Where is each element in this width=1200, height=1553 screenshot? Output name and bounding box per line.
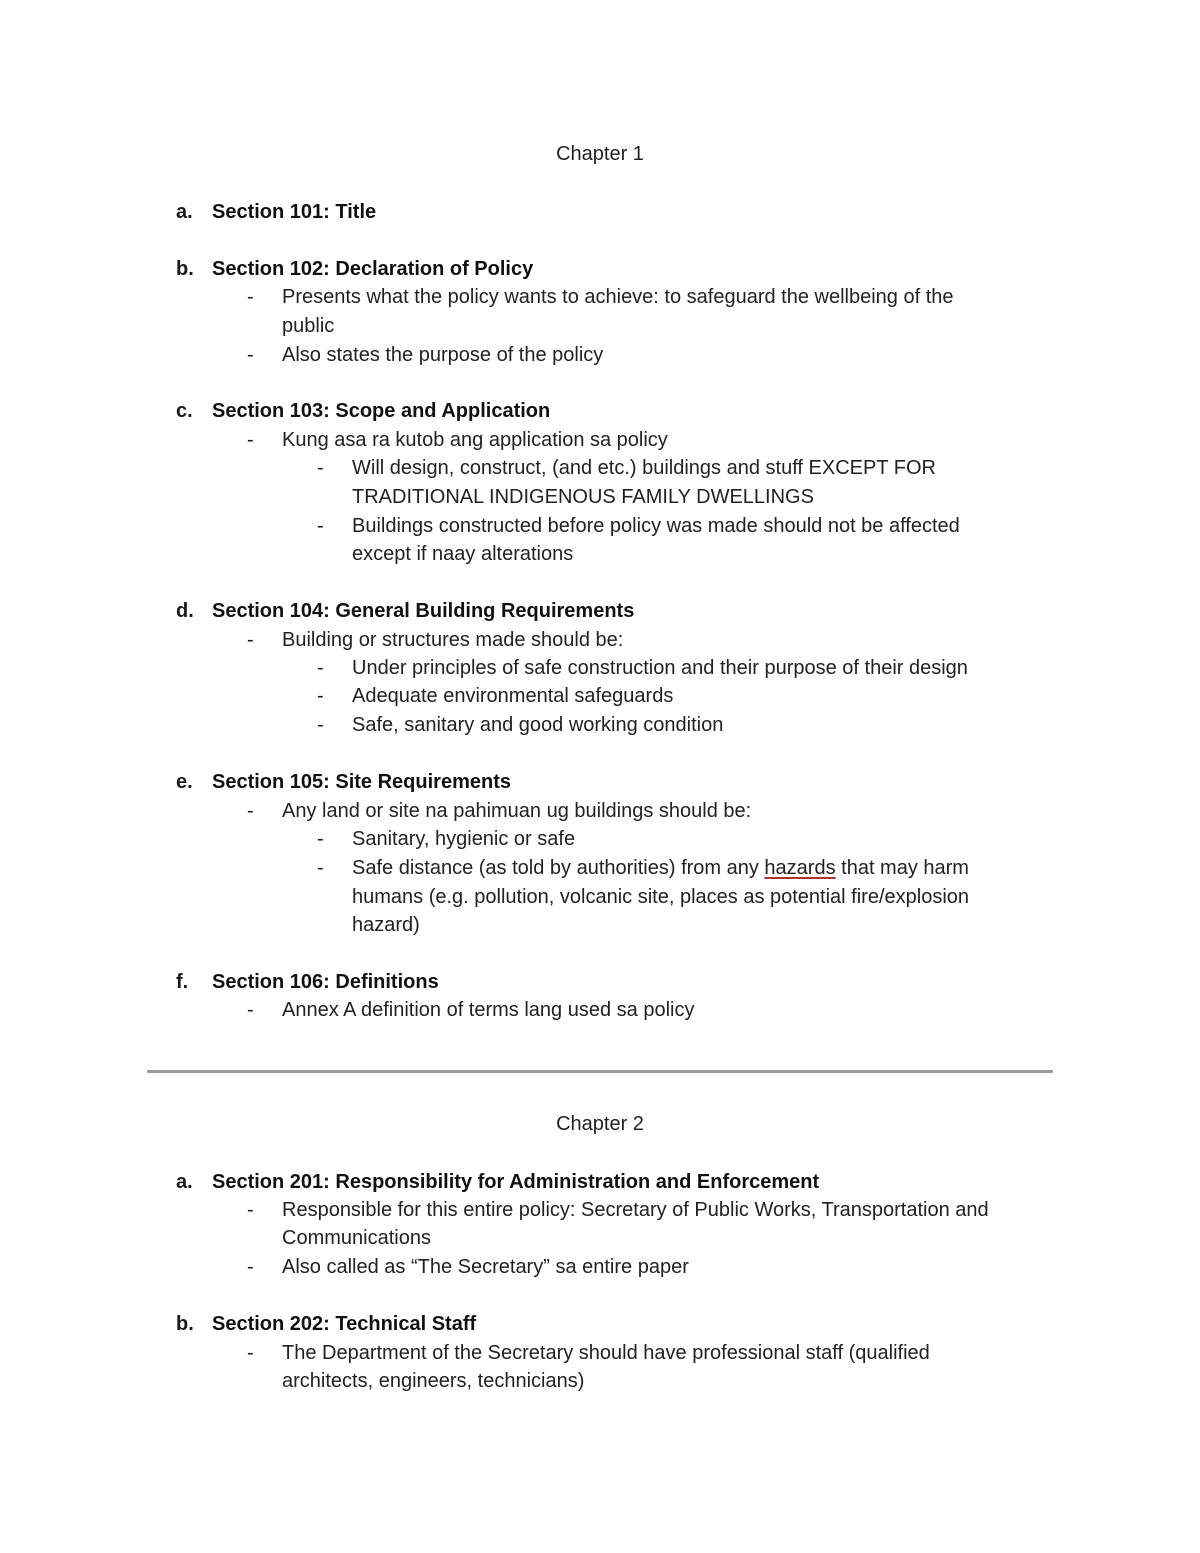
bullet-text: Building or structures made should be: [282, 629, 624, 651]
text-segment: that may harm [835, 857, 969, 879]
sub-bullet-text: hazard) [352, 914, 420, 936]
bullet-text: Presents what the policy wants to achieve: to safeguard the wellbeing of the [282, 286, 954, 308]
sub-bullet-text: Buildings constructed before policy was made should not be affected [352, 515, 960, 537]
sub-bullet-text: humans (e.g. pollution, volcanic site, places as potential fire/explosion [352, 886, 970, 908]
bullet-dash: - [247, 429, 254, 451]
chapter-title: Chapter 2 [556, 1113, 644, 1135]
sub-bullet-dash: - [317, 685, 324, 707]
bullet-dash: - [247, 1342, 254, 1364]
sub-bullet-text: except if naay alterations [352, 543, 574, 565]
bullet-text: Any land or site na pahimuan ug buildings should be: [282, 800, 752, 822]
section-letter: a. [176, 201, 193, 223]
bullet-text: Kung asa ra kutob ang application sa policy [282, 429, 668, 451]
sub-bullet-dash: - [317, 857, 324, 879]
bullet-dash: - [247, 629, 254, 651]
bullet-text: Also states the purpose of the policy [282, 344, 604, 366]
text-segment: Safe distance (as told by authorities) from any [352, 857, 765, 879]
sub-bullet-text: TRADITIONAL INDIGENOUS FAMILY DWELLINGS [352, 486, 814, 508]
horizontal-divider [147, 1070, 1053, 1073]
sub-bullet-text: Under principles of safe construction and their purpose of their design [352, 657, 968, 679]
section-heading: Section 201: Responsibility for Administration and Enforcement [212, 1171, 820, 1193]
bullet-text: Responsible for this entire policy: Secretary of Public Works, Transportation and [282, 1199, 989, 1221]
section-heading: Section 106: Definitions [212, 971, 439, 993]
section-letter: b. [176, 258, 194, 280]
section-letter: e. [176, 771, 193, 793]
sub-bullet-text: Safe, sanitary and good working condition [352, 714, 724, 736]
bullet-dash: - [247, 286, 254, 308]
sub-bullet-dash: - [317, 515, 324, 537]
section-heading: Section 202: Technical Staff [212, 1313, 477, 1335]
section-heading: Section 102: Declaration of Policy [212, 258, 534, 280]
bullet-text: Also called as “The Secretary” sa entire paper [282, 1256, 689, 1278]
underlined-word: hazards [764, 857, 836, 879]
bullet-text: architects, engineers, technicians) [282, 1370, 585, 1392]
bullet-dash: - [247, 800, 254, 822]
bullet-dash: - [247, 1256, 254, 1278]
sub-bullet-text: Adequate environmental safeguards [352, 685, 674, 707]
section-letter: d. [176, 600, 194, 622]
sub-bullet-dash: - [317, 714, 324, 736]
sub-bullet-text: Sanitary, hygienic or safe [352, 828, 576, 850]
section-heading: Section 104: General Building Requirements [212, 600, 635, 622]
section-heading: Section 103: Scope and Application [212, 400, 551, 422]
bullet-dash: - [247, 999, 254, 1021]
section-letter: f. [176, 971, 189, 993]
section-heading: Section 101: Title [212, 201, 377, 223]
sub-bullet-text-first-line [352, 854, 969, 882]
chapter-title: Chapter 1 [556, 143, 644, 165]
section-letter: a. [176, 1171, 193, 1193]
bullet-text: Communications [282, 1227, 431, 1249]
bullet-dash: - [247, 1199, 254, 1221]
sub-bullet-dash: - [317, 657, 324, 679]
sub-bullet-text: Will design, construct, (and etc.) buildings and stuff EXCEPT FOR [352, 457, 936, 479]
sub-bullet-dash: - [317, 457, 324, 479]
bullet-text: Annex A definition of terms lang used sa policy [282, 999, 695, 1021]
bullet-dash: - [247, 344, 254, 366]
bullet-text: The Department of the Secretary should have professional staff (qualified [282, 1342, 930, 1364]
bullet-text: public [282, 315, 335, 337]
section-letter: b. [176, 1313, 194, 1335]
section-heading: Section 105: Site Requirements [212, 771, 511, 793]
section-letter: c. [176, 400, 193, 422]
sub-bullet-dash: - [317, 828, 324, 850]
